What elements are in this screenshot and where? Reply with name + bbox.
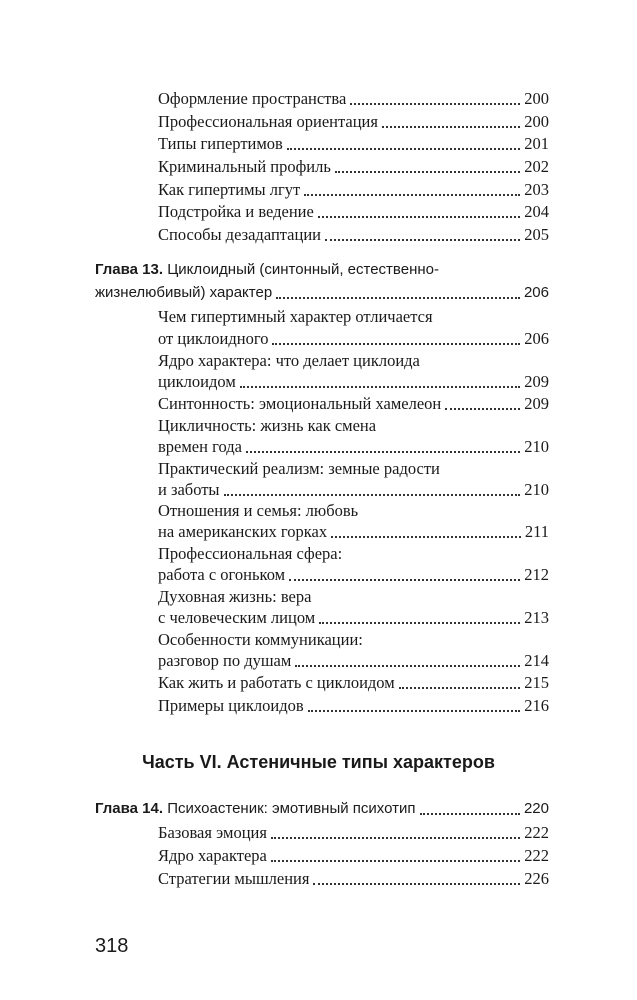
- dot-leader: [304, 194, 520, 196]
- toc-entry-page: 203: [524, 180, 549, 199]
- dot-leader: [276, 297, 520, 299]
- part-heading: Часть VI. Астеничные типы характеров: [142, 752, 495, 772]
- dot-leader: [350, 103, 520, 105]
- toc-entry: [158, 393, 549, 414]
- toc-entry-title: на американских горках: [158, 522, 328, 541]
- toc-entry-page: 210: [524, 437, 549, 456]
- toc-entry-title: Подстройка и ведение: [158, 202, 314, 221]
- toc-entry-title: Синтонность: эмоциональный хамелеон: [158, 394, 442, 413]
- toc-entry-page: 200: [524, 112, 549, 131]
- toc-entry-page: 202: [524, 157, 549, 176]
- dot-leader: [313, 883, 520, 885]
- chapter-14-title: Психоастеник: эмотивный психотип: [167, 800, 416, 817]
- toc-entry: [158, 564, 549, 585]
- toc-entry-line1: Цикличность: жизнь как смена: [158, 416, 377, 435]
- toc-entry-title: Стратегии мышления: [158, 869, 310, 888]
- chapter-13-heading-line1: [95, 259, 439, 280]
- toc-entry: [158, 868, 549, 889]
- toc-entry-page: 206: [524, 329, 549, 348]
- page-number: 318: [95, 935, 129, 957]
- toc-entry-line1: Профессиональная сфера:: [158, 544, 343, 563]
- toc-entry-page: 214: [524, 651, 549, 670]
- toc-entry-page: 222: [524, 823, 549, 842]
- dot-leader: [246, 451, 520, 453]
- toc-entry-page: 201: [524, 134, 549, 153]
- toc-entry-line1: Ядро характера: что делает циклоида: [158, 351, 420, 370]
- toc-entry-title: Профессиональная ориентация: [158, 112, 378, 131]
- toc-entry-page: 209: [524, 372, 549, 391]
- dot-leader: [289, 579, 520, 581]
- chapter-13-title-line2: жизнелюбивый) характер: [95, 284, 273, 301]
- toc-entry: [158, 607, 549, 628]
- chapter-14-page: 220: [523, 800, 549, 817]
- toc-entry-title: Как гипертимы лгут: [158, 180, 301, 199]
- toc-entry: [158, 156, 549, 177]
- toc-entry-title: Примеры циклоидов: [158, 696, 304, 715]
- dot-leader: [272, 343, 520, 345]
- toc-entry: [158, 521, 549, 542]
- toc-entry-title: Ядро характера: [158, 846, 267, 865]
- toc-entry-line1: Отношения и семья: любовь: [158, 501, 359, 520]
- toc-entry-title: Базовая эмоция: [158, 823, 267, 842]
- toc-entry-line1: Особенности коммуникации:: [158, 630, 363, 649]
- dot-leader: [271, 837, 520, 839]
- toc-entry: [158, 650, 549, 671]
- toc-entry-page: 213: [524, 608, 549, 627]
- toc-entry: [158, 822, 549, 843]
- toc-entry: [158, 479, 549, 500]
- toc-entry: [158, 328, 549, 349]
- toc-entry: [158, 88, 549, 109]
- toc-entry: [158, 179, 549, 200]
- toc-entry-page: 210: [524, 480, 549, 499]
- chapter-13-page: 206: [523, 284, 549, 301]
- dot-leader: [224, 494, 521, 496]
- chapter-14-label: Глава 14.: [95, 800, 164, 817]
- dot-leader: [335, 171, 520, 173]
- dot-leader: [319, 622, 520, 624]
- toc-entry: [158, 111, 549, 132]
- toc-entry: [158, 695, 549, 716]
- dot-leader: [382, 126, 520, 128]
- toc-entry-line1: Практический реализм: земные радости: [158, 459, 440, 478]
- toc-entry-title: от циклоидного: [158, 329, 269, 348]
- toc-entry-page: 209: [524, 394, 549, 413]
- toc-entry-title: времен года: [158, 437, 242, 456]
- chapter-14-heading: [95, 798, 549, 819]
- toc-entry-title: и заботы: [158, 480, 220, 499]
- toc-entry-title: Оформление пространства: [158, 89, 347, 108]
- toc-entry-title: Способы дезадаптации: [158, 225, 321, 244]
- toc-entry-title: Криминальный профиль: [158, 157, 331, 176]
- toc-entry-page: 211: [524, 522, 549, 541]
- toc-entry: [158, 436, 549, 457]
- dot-leader: [295, 665, 520, 667]
- dot-leader: [308, 710, 521, 712]
- dot-leader: [325, 239, 520, 241]
- dot-leader: [240, 386, 520, 388]
- toc-entry: [158, 371, 549, 392]
- toc-entry-page: 205: [524, 225, 549, 244]
- chapter-13-title-line1: Циклоидный (синтонный, естественно-: [167, 261, 439, 278]
- dot-leader: [445, 408, 520, 410]
- toc-entry-line1: Духовная жизнь: вера: [158, 587, 312, 606]
- dot-leader: [287, 148, 520, 150]
- toc-entry-page: 204: [524, 202, 549, 221]
- chapter-13-label: Глава 13.: [95, 261, 164, 278]
- toc-entry-title: разговор по душам: [158, 651, 292, 670]
- chapter-14-title-wrap: [95, 798, 416, 819]
- toc-entry-page: 215: [524, 673, 549, 692]
- toc-entry-title: работа с огоньком: [158, 565, 286, 584]
- toc-entry-title: циклоидом: [158, 372, 236, 391]
- dot-leader: [331, 536, 521, 538]
- toc-entry-title: с человеческим лицом: [158, 608, 316, 627]
- toc-entry-page: 216: [524, 696, 549, 715]
- dot-leader: [318, 216, 520, 218]
- chapter-13-heading-line2: [95, 282, 549, 303]
- toc-entry: [158, 201, 549, 222]
- toc-entry-page: 200: [524, 89, 549, 108]
- toc-entry: [158, 672, 549, 693]
- toc-entry-title: Типы гипертимов: [158, 134, 283, 153]
- dot-leader: [399, 687, 521, 689]
- dot-leader: [420, 813, 520, 815]
- toc-entry: [158, 224, 549, 245]
- toc-entry-title: Как жить и работать с циклоидом: [158, 673, 395, 692]
- dot-leader: [271, 860, 520, 862]
- toc-entry-page: 212: [524, 565, 549, 584]
- toc-entry: [158, 845, 549, 866]
- toc-entry-page: 222: [524, 846, 549, 865]
- toc-entry: [158, 133, 549, 154]
- toc-entry-page: 226: [524, 869, 549, 888]
- toc-entry-line1: Чем гипертимный характер отличается: [158, 307, 433, 326]
